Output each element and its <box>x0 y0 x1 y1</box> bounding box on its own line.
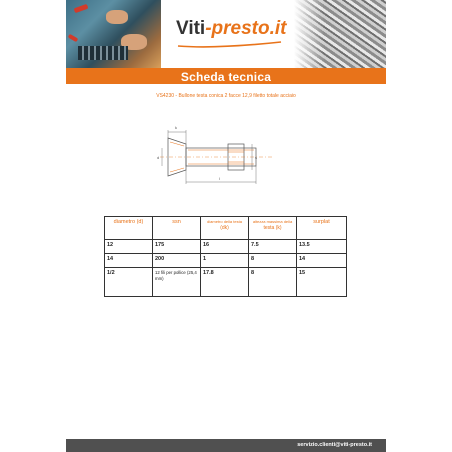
header-altezza-testa-main: testa (k) <box>263 225 282 231</box>
dim-label-d: d <box>157 155 160 160</box>
header <box>66 0 386 68</box>
table-cell: 8 <box>249 254 297 268</box>
header-diametro-testa-main: (dk) <box>220 225 229 231</box>
table-cell: 16 <box>201 240 249 254</box>
spec-table <box>104 216 347 297</box>
footer-email: servizio.clienti@viti-presto.it <box>297 442 372 448</box>
header-diametro: diametro (d) <box>105 217 153 240</box>
table-row <box>105 268 347 297</box>
logo-swoosh-icon <box>176 40 286 50</box>
logo-text-presto: -presto.it <box>205 18 287 39</box>
table-cell: 1 <box>201 254 249 268</box>
table-cell: 15 <box>297 268 347 297</box>
dim-label-l: l <box>219 176 220 181</box>
banner-title: Scheda tecnica <box>180 70 272 84</box>
header-surplat: surplat <box>297 217 347 240</box>
table-row <box>105 254 347 268</box>
table-cell: 14 <box>297 254 347 268</box>
table-header-row <box>105 217 347 240</box>
product-subtitle: VS4230 - Bullone testa conica 2 facce 12,9 filetto totale acciaio <box>156 93 296 99</box>
table-cell: 12 <box>105 240 153 254</box>
logo-text-viti: Viti <box>176 18 206 39</box>
table-cell: 200 <box>153 254 201 268</box>
table-cell: 12 fili per pollice (25,4 mm) <box>153 268 201 297</box>
table-row <box>105 240 347 254</box>
table-cell: 7.5 <box>249 240 297 254</box>
brand-logo <box>176 18 287 40</box>
table-cell: 1/2 <box>105 268 153 297</box>
tools-photo <box>66 0 161 68</box>
datasheet-page <box>66 0 386 452</box>
header-ssn: ssn <box>153 217 201 240</box>
table-cell: 8 <box>249 268 297 297</box>
title-banner <box>66 68 386 84</box>
header-diametro-testa-small: diametro della testa <box>207 219 242 224</box>
dim-label-k: k <box>175 125 177 130</box>
table-cell: 13.5 <box>297 240 347 254</box>
table-cell: 14 <box>105 254 153 268</box>
table-cell: 17.8 <box>201 268 249 297</box>
screws-photo <box>294 0 386 68</box>
header-altezza-testa-small: altezza massima della <box>252 219 293 224</box>
table-cell: 175 <box>153 240 201 254</box>
header-diametro-testa <box>201 217 249 240</box>
dim-label-s: s <box>255 155 257 160</box>
footer-bar <box>66 439 386 452</box>
header-altezza-testa <box>249 217 297 240</box>
bolt-technical-drawing <box>156 122 296 194</box>
